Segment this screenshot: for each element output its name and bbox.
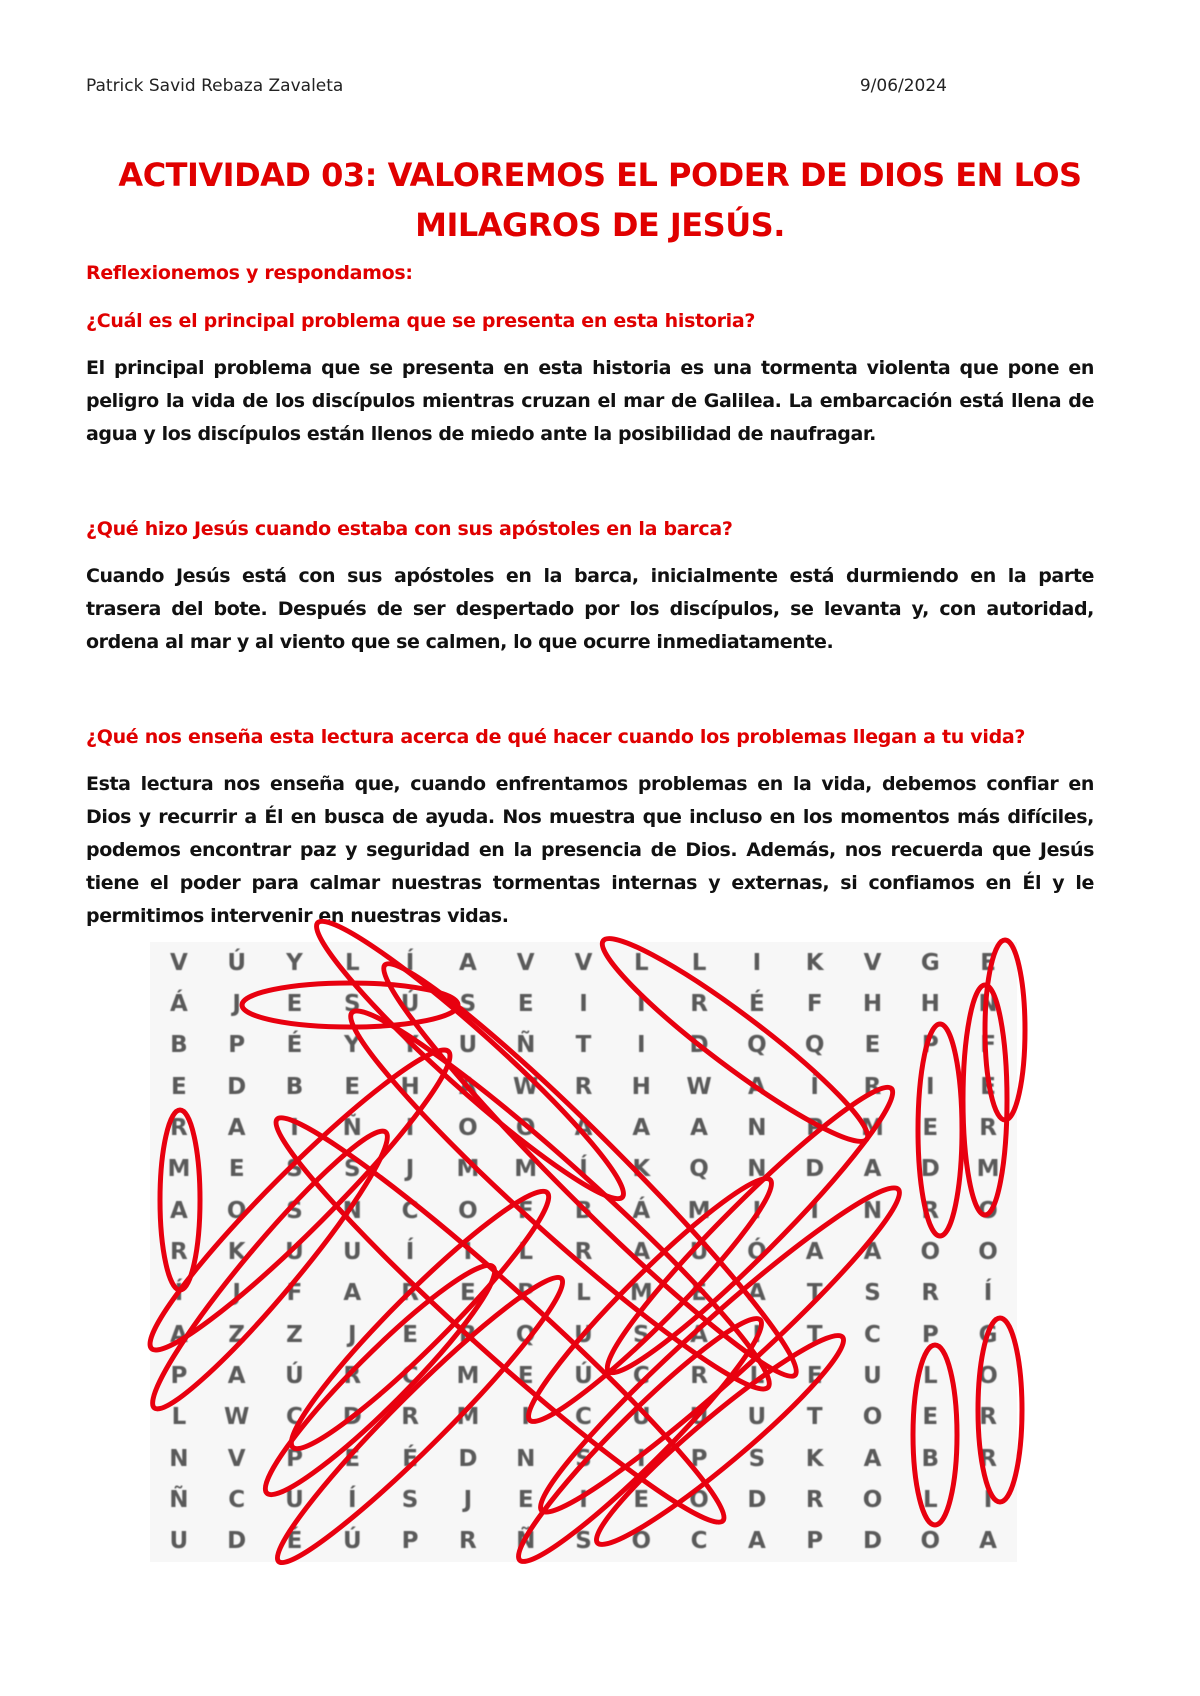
grid-letter: A [169, 1321, 188, 1348]
grid-letter: P [806, 1114, 824, 1141]
grid-letter: W [513, 1073, 539, 1100]
grid-letter: L [518, 1238, 534, 1265]
grid-letter: U [169, 1528, 189, 1555]
grid-letter: E [171, 1073, 187, 1100]
grid-letter: O [862, 1404, 883, 1431]
grid-letter: H [920, 990, 940, 1017]
question-3: ¿Qué nos enseña esta lectura acerca de qué hacer cuando los problemas llegan a tu vida? [86, 726, 1026, 748]
author-name: Patrick Savid Rebaza Zavaleta [86, 76, 344, 96]
grid-letter: Q [515, 1321, 536, 1348]
grid-letter: É [286, 1032, 303, 1059]
grid-letter: V [863, 949, 882, 976]
grid-letter: P [401, 1528, 419, 1555]
grid-letter: E [633, 1486, 650, 1513]
grid-letter: U [689, 1404, 709, 1431]
grid-letter: C [401, 1197, 419, 1224]
grid-letter: O [689, 1486, 709, 1513]
grid-letter: T [575, 1032, 592, 1059]
grid-letter: E [460, 1280, 476, 1307]
grid-letter: O [920, 1528, 941, 1555]
grid-letter: A [805, 1238, 824, 1265]
grid-letter: C [864, 1321, 881, 1348]
grid-letter: Ñ [169, 1486, 189, 1513]
grid-letter: R [343, 1362, 362, 1389]
grid-letter: U [863, 1362, 882, 1389]
grid-letter: D [227, 1528, 247, 1555]
grid-letter: Í [174, 1280, 184, 1307]
grid-letter: O [631, 1528, 652, 1555]
grid-letter: D [458, 1445, 478, 1472]
grid-letter: S [344, 1156, 361, 1183]
grid-letter: O [458, 1114, 478, 1141]
grid-letter: E [980, 949, 996, 976]
grid-letter: W [224, 1404, 250, 1431]
grid-letter: E [980, 1073, 996, 1100]
grid-letter: S [864, 1280, 881, 1307]
grid-letter: S [748, 1445, 766, 1472]
grid-letter: É [402, 1445, 418, 1472]
grid-letter: D [805, 1156, 825, 1183]
grid-letter: L [344, 949, 360, 976]
grid-letter: I [983, 1486, 993, 1513]
grid-letter: C [690, 1528, 708, 1555]
grid-letter: R [459, 1321, 477, 1348]
grid-letter: S [575, 1445, 592, 1472]
grid-letter: J [405, 1156, 415, 1183]
page-title: ACTIVIDAD 03: VALOREMOS EL PODER DE DIOS EN LOS MILAGROS DE JESÚS. [118, 156, 1082, 244]
grid-letter: U [631, 1404, 651, 1431]
grid-letter: O [226, 1197, 247, 1224]
grid-letter: M [629, 1280, 653, 1307]
grid-letter: C [632, 1362, 650, 1389]
grid-letter: C [286, 1404, 303, 1431]
grid-letter: J [348, 1321, 357, 1348]
grid-letter: R [921, 1280, 940, 1307]
grid-letter: N [342, 1197, 362, 1224]
grid-letter: E [517, 990, 534, 1017]
grid-letter: D [342, 1404, 362, 1431]
grid-letter: A [863, 1445, 882, 1472]
grid-letter: R [863, 1073, 882, 1100]
word-search-puzzle [150, 942, 1017, 1562]
grid-letter: R [574, 1073, 593, 1100]
grid-letter: A [632, 1238, 651, 1265]
grid-letter: G [978, 1321, 998, 1348]
grid-letter: L [691, 949, 707, 976]
grid-letter: J [463, 1486, 473, 1513]
grid-letter: M [167, 1156, 191, 1183]
grid-letter: A [863, 1238, 882, 1265]
grid-letter: A [863, 1156, 882, 1183]
grid-letter: Q [747, 1032, 767, 1059]
grid-letter: É [286, 1528, 303, 1555]
grid-letter: D [862, 1528, 883, 1555]
grid-letter: R [690, 990, 708, 1017]
grid-letter: I [637, 1445, 646, 1472]
grid-letter: Í [983, 1280, 993, 1307]
grid-letter: R [690, 1362, 708, 1389]
grid-letter: Y [401, 1032, 419, 1059]
grid-letter: B [574, 1197, 593, 1224]
grid-letter: Z [286, 1321, 303, 1348]
grid-letter: I [521, 1404, 530, 1431]
grid-letter: Ú [285, 1362, 304, 1389]
grid-letter: O [978, 1197, 998, 1224]
grid-letter: L [749, 1362, 765, 1389]
grid-letter: M [687, 1197, 711, 1224]
grid-letter: I [290, 1114, 299, 1141]
grid-letter: F [517, 1197, 534, 1224]
grid-letter: A [747, 1528, 766, 1555]
grid-letter: Á [169, 990, 188, 1017]
grid-letter: G [920, 949, 940, 976]
grid-letter: W [686, 1073, 712, 1100]
page-header [86, 76, 947, 96]
grid-letter: Ú [342, 1528, 362, 1555]
grid-letter: N [978, 990, 998, 1017]
grid-letter: S [286, 1156, 303, 1183]
grid-letter: E [228, 1156, 245, 1183]
grid-letter: A [343, 1280, 362, 1307]
grid-letter: S [575, 1528, 592, 1555]
grid-letter: I [579, 990, 588, 1017]
grid-letter: S [633, 1321, 650, 1348]
grid-letter: R [401, 1280, 419, 1307]
grid-letter: N [747, 1156, 767, 1183]
grid-letter: K [805, 1445, 824, 1472]
grid-letter: V [169, 949, 188, 976]
grid-letter: U [574, 1321, 593, 1348]
grid-letter: U [689, 1238, 709, 1265]
grid-letter: A [574, 1114, 593, 1141]
grid-letter: M [456, 1404, 480, 1431]
grid-letter: O [978, 1238, 998, 1265]
grid-letter: E [517, 1486, 534, 1513]
grid-letter: S [459, 990, 477, 1017]
grid-letter: R [979, 1114, 997, 1141]
grid-letter: O [920, 1238, 941, 1265]
grid-letter: F [980, 1032, 996, 1059]
grid-letter: M [861, 1114, 884, 1141]
grid-letter: L [922, 1486, 938, 1513]
grid-letter: I [752, 949, 762, 976]
grid-letter: Ó [747, 1238, 767, 1265]
grid-letter: Ñ [342, 1114, 362, 1141]
grid-letter: V [574, 949, 593, 976]
grid-letter: L [922, 1362, 938, 1389]
grid-letter: S [286, 1197, 303, 1224]
grid-letter: B [170, 1032, 188, 1059]
grid-letter: P [170, 1362, 188, 1389]
grid-letter: N [516, 1445, 536, 1472]
grid-letter: U [342, 1238, 362, 1265]
grid-letter: T [806, 1321, 823, 1348]
grid-letter: A [227, 1362, 246, 1389]
grid-letter: L [171, 1404, 187, 1431]
grid-letter: I [637, 990, 646, 1017]
grid-letter: T [806, 1280, 823, 1307]
grid-letter: B [285, 1073, 304, 1100]
grid-letter: E [922, 1114, 939, 1141]
grid-letter: N [169, 1445, 189, 1472]
grid-letter: H [400, 1073, 420, 1100]
grid-letter: P [517, 1280, 535, 1307]
grid-letter: D [689, 1032, 709, 1059]
grid-letter: K [632, 1156, 651, 1183]
grid-letter: R [574, 1238, 593, 1265]
grid-letter: E [691, 1280, 707, 1307]
grid-letter: B [921, 1445, 940, 1472]
grid-letter: P [690, 1445, 708, 1472]
grid-letter: I [810, 1197, 819, 1224]
grid-letter: Í [405, 1238, 415, 1265]
grid-letter: L [576, 1280, 591, 1307]
answer-2: Cuando Jesús está con sus apóstoles en la barca, inicialmente está durmiendo en la parte trasera del bote. Después de ser despertado por los discípulos, se levanta y, con autoridad, ordena al mar y al viento que se calmen, lo que ocurre inmediatamente. [86, 565, 1094, 653]
grid-letter: I [926, 1073, 935, 1100]
grid-letter: S [401, 1486, 419, 1513]
grid-letter: R [170, 1238, 188, 1265]
grid-letter: J [232, 1280, 241, 1307]
grid-letter: C [575, 1404, 592, 1431]
answer-3: Esta lectura nos enseña que, cuando enfrentamos problemas en la vida, debemos confiar en Dios y recurrir a Él en busca de ayuda. Nos muestra que incluso en los momentos más difíciles, podemos encontrar paz y seguridad en la presencia de Dios. Además, nos recuerda que Jesús tiene el poder para calmar nuestras tormentas internas y externas, si confiamos en Él y le permitimos intervenir en nuestras vidas. [86, 773, 1094, 927]
grid-letter: Á [632, 1197, 651, 1224]
grid-letter: L [633, 949, 649, 976]
grid-letter: C [228, 1486, 246, 1513]
grid-letter: M [456, 1156, 480, 1183]
grid-letter: I [405, 1114, 415, 1141]
grid-letter: K [805, 949, 824, 976]
grid-letter: E [864, 1032, 881, 1059]
grid-letter: Ñ [516, 1528, 536, 1555]
grid-letter: P [286, 1445, 303, 1472]
grid-letter: M [514, 1156, 538, 1183]
grid-letter: P [228, 1032, 246, 1059]
grid-letter: E [344, 1445, 361, 1472]
grid-letter: Í [463, 1238, 473, 1265]
grid-letter: U [285, 1238, 304, 1265]
grid-letter: A [747, 1073, 766, 1100]
grid-letter: A [458, 949, 477, 976]
grid-letter: R [979, 1404, 997, 1431]
grid-letter: Y [286, 949, 303, 976]
answer-1: El principal problema que se presenta en esta historia es una tormenta violenta que pone en peligro la vida de los discípulos mientras cruzan el mar de Galilea. La embarcación está llena de agua y los discípulos están llenos de miedo ante la posibilidad de naufragar. [86, 357, 1094, 445]
grid-letter: H [862, 990, 883, 1017]
grid-letter: P [921, 1321, 939, 1348]
grid-letter: A [690, 1321, 708, 1348]
grid-letter: Q [689, 1156, 709, 1183]
grid-letter: Ú [227, 949, 247, 976]
grid-letter: R [459, 1528, 477, 1555]
grid-letter: O [515, 1114, 536, 1141]
grid-letter: R [979, 1445, 997, 1472]
grid-letter: U [285, 1486, 304, 1513]
grid-letter: Ñ [516, 1032, 536, 1059]
grid-letter: Í [810, 1073, 819, 1100]
grid-letter: A [632, 1114, 651, 1141]
grid-letter: A [227, 1114, 246, 1141]
grid-letter: Í [405, 949, 415, 976]
grid-letter: N [747, 1114, 767, 1141]
grid-letter: D [920, 1156, 940, 1183]
grid-letter: E [922, 1404, 939, 1431]
grid-letter: U [747, 1404, 767, 1431]
grid-letter: R [805, 1486, 824, 1513]
grid-letter: Y [343, 1032, 361, 1059]
grid-letter: E [286, 990, 303, 1017]
grid-letter: M [976, 1156, 1000, 1183]
grid-letter: A [979, 1528, 997, 1555]
grid-letter: M [456, 1362, 480, 1389]
grid-letter: K [227, 1238, 246, 1265]
grid-letter: Í [348, 1486, 357, 1513]
grid-letter: Ú [400, 990, 420, 1017]
grid-letter: A [690, 1114, 708, 1141]
grid-letter: T [806, 1404, 823, 1431]
grid-letter: Í [579, 1156, 588, 1183]
word-search-grid [150, 942, 1017, 1562]
grid-letter: V [227, 1445, 246, 1472]
grid-letter: E [402, 1321, 418, 1348]
grid-letter: I [579, 1486, 588, 1513]
grid-letter: H [631, 1073, 651, 1100]
grid-letter: E [806, 1362, 823, 1389]
date: 9/06/2024 [859, 76, 947, 96]
grid-letter: O [862, 1486, 883, 1513]
grid-letter: R [401, 1404, 419, 1431]
grid-letter: D [227, 1073, 247, 1100]
grid-letter: Q [804, 1032, 825, 1059]
intro-heading: Reflexionemos y respondamos: [86, 262, 413, 284]
grid-letter: É [749, 990, 765, 1017]
grid-letter: O [458, 1197, 478, 1224]
grid-letter: Ú [574, 1362, 593, 1389]
question-1: ¿Cuál es el principal problema que se presenta en esta historia? [86, 310, 756, 332]
grid-letter: J [232, 990, 241, 1017]
grid-letter: U [458, 1032, 478, 1059]
grid-letter: F [286, 1280, 303, 1307]
grid-letter: I [752, 1197, 762, 1224]
grid-letter: P [806, 1528, 824, 1555]
grid-letter: A [169, 1197, 188, 1224]
grid-letter: V [516, 949, 535, 976]
grid-letter: I [637, 1032, 646, 1059]
question-2: ¿Qué hizo Jesús cuando estaba con sus apóstoles en la barca? [86, 518, 733, 540]
grid-letter: A [747, 1280, 766, 1307]
grid-letter: Z [228, 1321, 246, 1348]
grid-letter: E [517, 1362, 534, 1389]
grid-letter: I [752, 1321, 762, 1348]
grid-letter: F [806, 990, 823, 1017]
grid-letter: N [862, 1197, 883, 1224]
grid-letter: R [921, 1197, 940, 1224]
grid-letter: P [921, 1032, 939, 1059]
grid-letter: D [747, 1486, 767, 1513]
grid-letter: C [401, 1362, 419, 1389]
grid-letter: A [458, 1073, 477, 1100]
grid-letter: S [344, 990, 361, 1017]
grid-letter: R [170, 1114, 188, 1141]
grid-letter: O [978, 1362, 998, 1389]
grid-letter: E [344, 1073, 361, 1100]
